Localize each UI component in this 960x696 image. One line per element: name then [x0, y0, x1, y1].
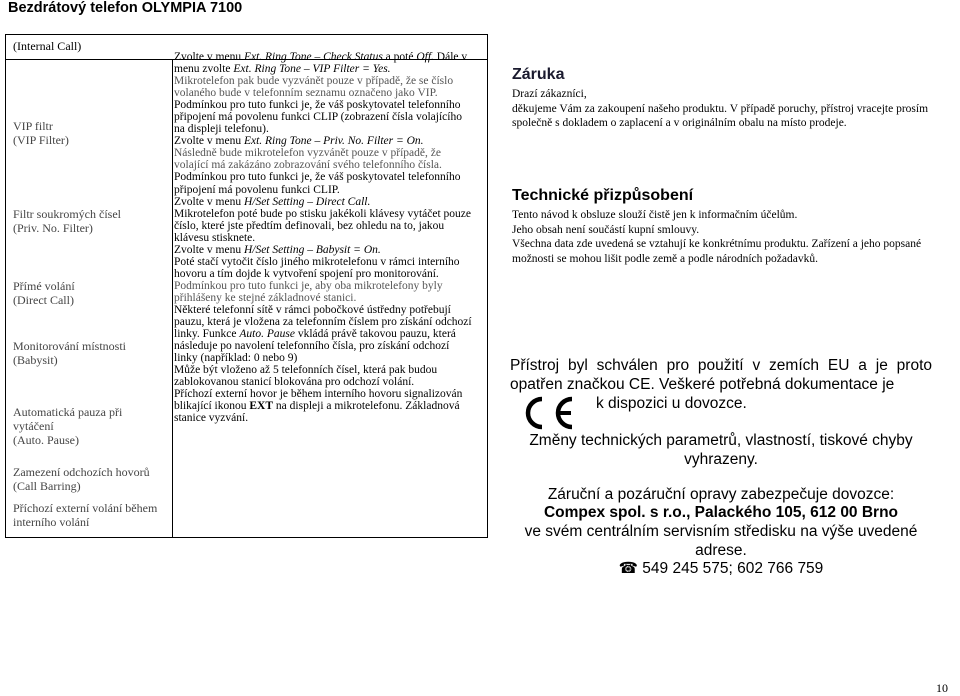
service-line2: Compex spol. s r.o., Palackého 105, 612 00 Brno	[543, 504, 899, 521]
service-line3: ve svém centrálním servisním středisku na výše uvedené adrese.	[524, 523, 918, 559]
barring-desc: Může být vloženo až 5 telefonních čísel, která pak budou zablokovanou stanicí blokována pro odchozí volání.	[174, 364, 438, 389]
label-priv-no-filter: Filtr soukromých čísel (Priv. No. Filter)	[13, 207, 121, 235]
changes-notice: Změny technických parametrů, vlastností, tiskové chyby vyhrazeny.	[529, 432, 913, 468]
internal-call-label: (Internal Call)	[13, 39, 82, 53]
ce-mark-icon	[518, 395, 580, 431]
label-vip-filter: VIP filtr (VIP Filter)	[13, 119, 69, 147]
page-title: Bezdrátový telefon OLYMPIA 7100	[8, 0, 243, 16]
pause-desc: Některé telefonní sítě v rámci pobočkové ústředny potřebují pauzu, která je vložena za telefonním číslem pro získání odchozí linky. Funkce Auto. Pause vkládá právě takovou pauzu, která následuje po navolení telefonního čísla, pro získání odchozí linky (například: 0 nebo 9)	[174, 303, 472, 365]
warranty-text: Drazí zákazníci, děkujeme Vám za zakoupení našeho produktu. V případě poruchy, přístroj vracejte prosím společně s dokladem o zaplacení a v originálním obalu na místo prodeje.	[512, 88, 929, 129]
feature-descriptions: Zvolte v menu Ext. Ring Tone – Check Status a poté Off. Dále v menu zvolte Ext. Ring Tone – VIP Filter = Yes. Mikrotelefon pak bude vyzvánět pouze v případě, že se číslo volaného bude v telefonním seznamu označeno jako VIP. Podmínkou pro tuto funkci je, že váš poskytovatel telefonního připojení má povolenu funkci CLIP (zobrazení čísla volajícího na displeji telefonu). Zvolte v menu Ext. Ring Tone – Priv. No. Filter = On. Následně bude mikrotelefon vyzvánět pouze v případě, že volající má zakázáno zobrazování svého telefonního čísla. Podmínkou pro tuto funkci je, že váš poskytovatel telefonního připojení má povolenu funkci CLIP. Zvolte v menu H/Set Setting – Direct Call. Mikrotelefon poté bude po stisku jakékoli klávesy vytáčet pouze číslo, které jste předtím definovali, bez ohledu na to, jakou klávesu stisknete. Zvolte v menu H/Set Setting – Babysit = On. Poté stačí vytočit číslo jiného mikrotelefonu v rámci interního hovoru a tím dojde k vytvoření spojení pro monitorování. Podmínkou pro tuto funkci je, aby oba mikrotelefony byly přihlášeny ke stejné základnové stanici. Některé telefonní sítě v rámci pobočkové ústředny potřebují pauzu, která je vložena za telefonním číslem pro získání odchozí linky. Funkce Auto. Pause vkládá právě takovou pauzu, která následuje po navolení telefonního čísla, pro získání odchozí linky (například: 0 nebo 9) Může být vloženo až 5 telefonních čísel, která pak budou zablokovanou stanicí blokována pro odchozí volání. Příchozí externí hovor je během interního hovoru signalizován blikající ikonou EXT na displeji a mikrotelefonu. Základnová stanice vyzvání.	[174, 51, 474, 424]
label-call-barring: Zamezení odchozích hovorů (Call Barring)	[13, 465, 150, 493]
service-line1: Záruční a pozáruční opravy zabezpečuje dovozce:	[547, 486, 895, 503]
label-babysit: Monitorování místnosti (Babysit)	[13, 339, 127, 367]
warranty-heading: Záruka	[512, 66, 565, 83]
label-incoming-external: Příchozí externí volání během interního volání	[13, 501, 158, 529]
column-divider	[172, 60, 173, 537]
service-phone: ☎ 549 245 575; 602 766 759	[618, 560, 824, 577]
label-auto-pause: Automatická pauza při vytáčení (Auto. Pause)	[13, 405, 123, 447]
babysit-desc: Zvolte v menu H/Set Setting – Babysit = On.	[174, 243, 381, 256]
direct-desc: Zvolte v menu H/Set Setting – Direct Call.	[174, 195, 371, 208]
label-direct-call: Přímé volání (Direct Call)	[13, 279, 75, 307]
approval-text: Přístroj byl schválen pro použití v zemích EU a je proto opatřen značkou CE. Veškeré potřebná dokumentace je	[510, 357, 932, 393]
priv-desc: Zvolte v menu Ext. Ring Tone – Priv. No. Filter = On.	[174, 135, 424, 148]
approval-text-line2: k dispozici u dovozce.	[596, 395, 747, 412]
incoming-desc: Příchozí externí hovor je během interního hovoru signalizován blikající ikonou EXT na displeji a mikrotelefonu. Základnová stanice vyzvání.	[174, 388, 463, 425]
page-number: 10	[936, 681, 948, 695]
phone-icon: ☎	[618, 560, 638, 577]
technical-heading: Technické přizpůsobení	[512, 187, 694, 204]
vip-desc: Zvolte v menu Ext. Ring Tone – Check Status a poté Off. Dále v menu zvolte Ext. Ring Tone – VIP Filter = Yes.	[174, 51, 468, 76]
technical-text: Tento návod k obsluze slouží čistě jen k informačním účelům. Jeho obsah není součástí kupní smlouvy. Všechna data zde uvedená se vztahují ke konkrétnímu produktu. Zařízení a jeho popsané možnosti se mohou lišit podle země a podle národních požadavků.	[512, 209, 922, 265]
